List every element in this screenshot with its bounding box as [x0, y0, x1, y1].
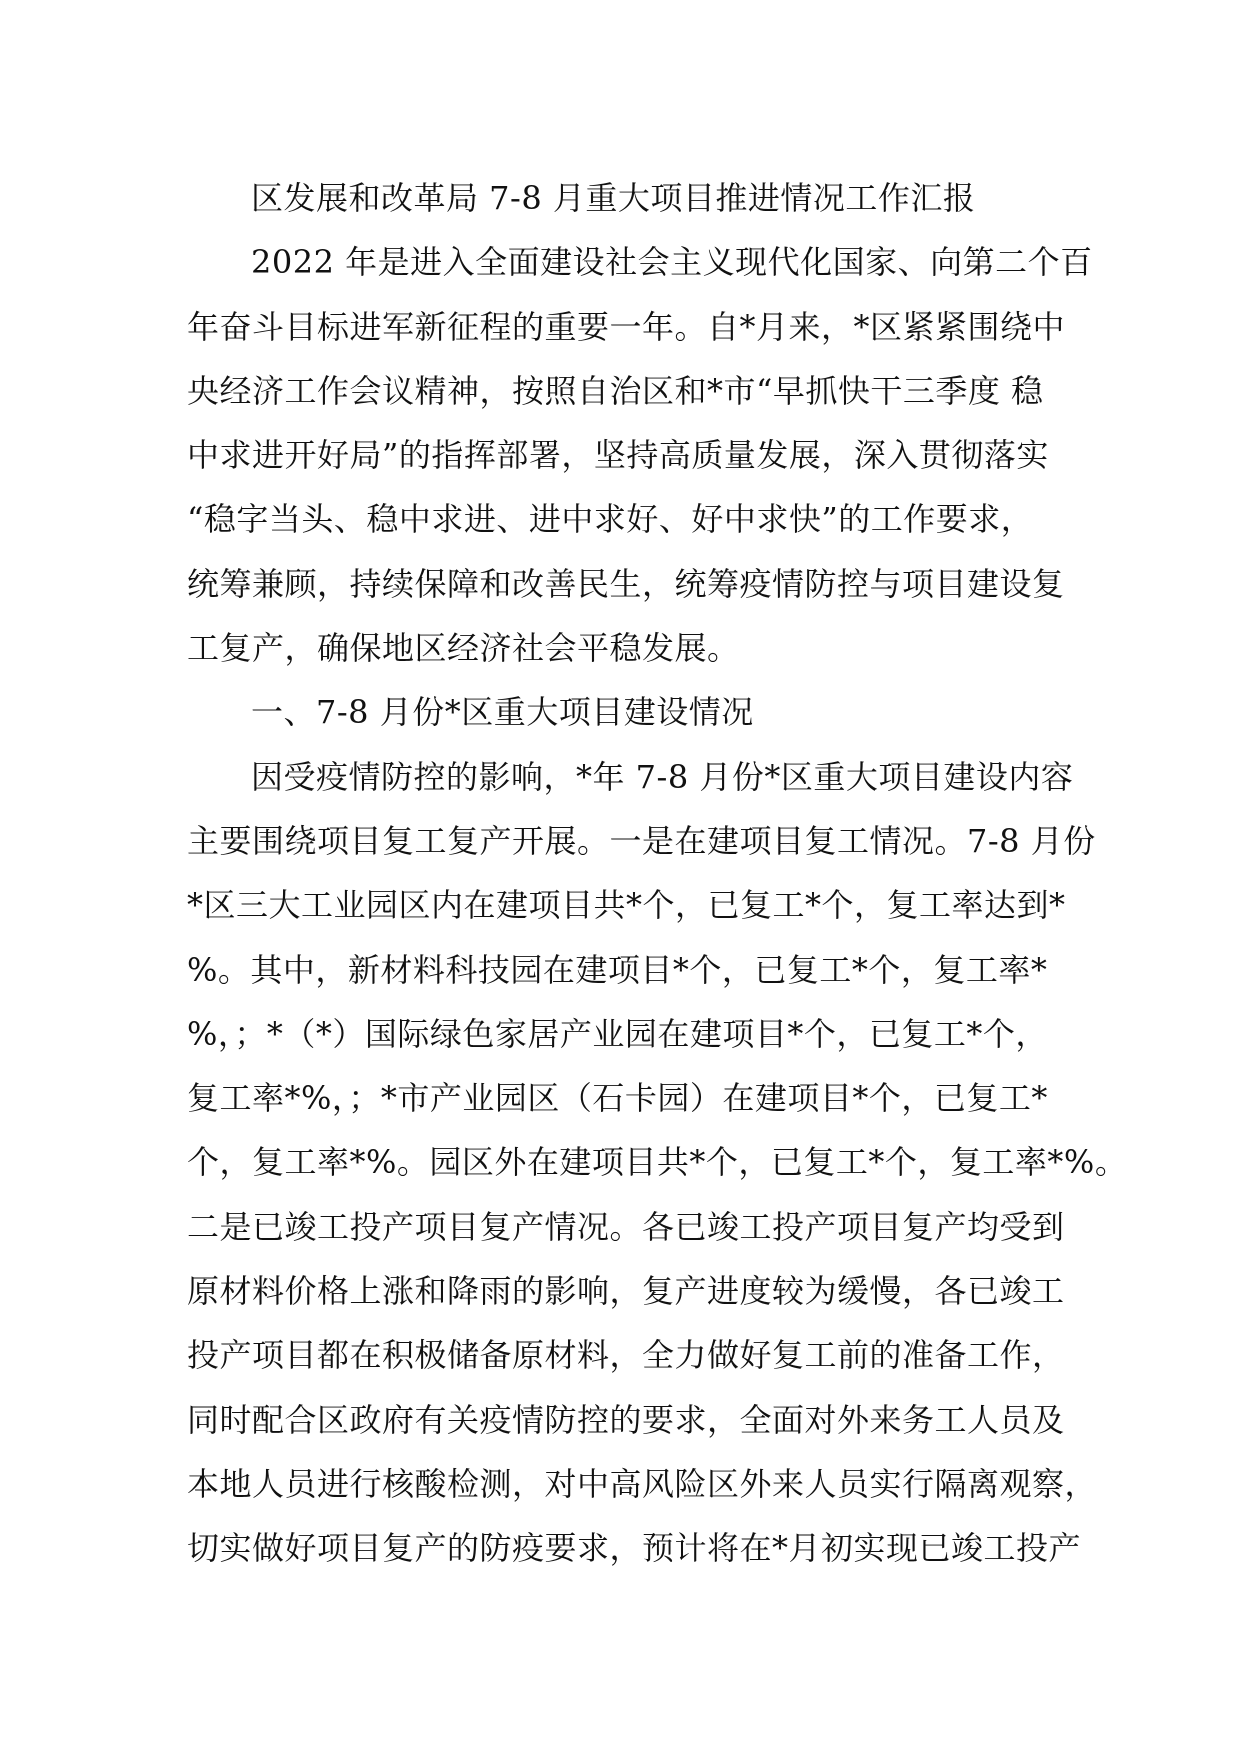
text-line: 2022 年是进入全面建设社会主义现代化国家、向第二个百	[251, 243, 1093, 282]
text-line: 二是已竣工投产项目复产情况。各已竣工投产项目复产均受到	[187, 1207, 1065, 1246]
text-line: “稳字当头、稳中求进、进中求好、好中求快”的工作要求，	[187, 500, 1034, 539]
document-title: 区发展和改革局 7-8 月重大项目推进情况工作汇报	[251, 179, 976, 217]
text-line: 工复产，确保地区经济社会平稳发展。	[187, 629, 740, 668]
text-line: %，；*（*）国际绿色家居产业园在建项目*个，已复工*个，	[187, 1014, 1048, 1053]
text-line: 主要围绕项目复工复产开展。一是在建项目复工情况。7-8 月份	[187, 821, 1096, 860]
text-line: 个，复工率*%。园区外在建项目共*个，已复工*个，复工率*%。	[187, 1143, 1128, 1182]
text-line: 因受疫情防控的影响，*年 7-8 月份*区重大项目建设内容	[251, 757, 1074, 796]
text-line: %。其中，新材料科技园在建项目*个，已复工*个，复工率*	[187, 950, 1048, 989]
text-line: 复工率*%，；*市产业园区（石卡园）在建项目*个，已复工*	[187, 1079, 1048, 1118]
text-line: 年奋斗目标进军新征程的重要一年。自*月来，*区紧紧围绕中	[187, 307, 1066, 346]
section-heading: 一、7-8 月份*区重大项目建设情况	[251, 693, 754, 732]
text-line: 投产项目都在积极储备原材料，全力做好复工前的准备工作，	[187, 1336, 1065, 1375]
text-line: 央经济工作会议精神，按照自治区和*市“早抓快干三季度 稳	[187, 371, 1044, 410]
text-line: 同时配合区政府有关疫情防控的要求，全面对外来务工人员及	[187, 1400, 1065, 1439]
text-line: 原材料价格上涨和降雨的影响，复产进度较为缓慢，各已竣工	[187, 1272, 1065, 1311]
text-line: *区三大工业园区内在建项目共*个，已复工*个，复工率达到*	[187, 886, 1066, 925]
text-line: 中求进开好局”的指挥部署，坚持高质量发展，深入贯彻落实	[187, 436, 1049, 475]
text-line: 统筹兼顾，持续保障和改善民生，统筹疫情防控与项目建设复	[187, 564, 1065, 603]
text-line: 切实做好项目复产的防疫要求，预计将在*月初实现已竣工投产	[187, 1529, 1082, 1568]
text-line: 本地人员进行核酸检测，对中高风险区外来人员实行隔离观察，	[187, 1464, 1098, 1503]
document-body	[187, 166, 1128, 1581]
